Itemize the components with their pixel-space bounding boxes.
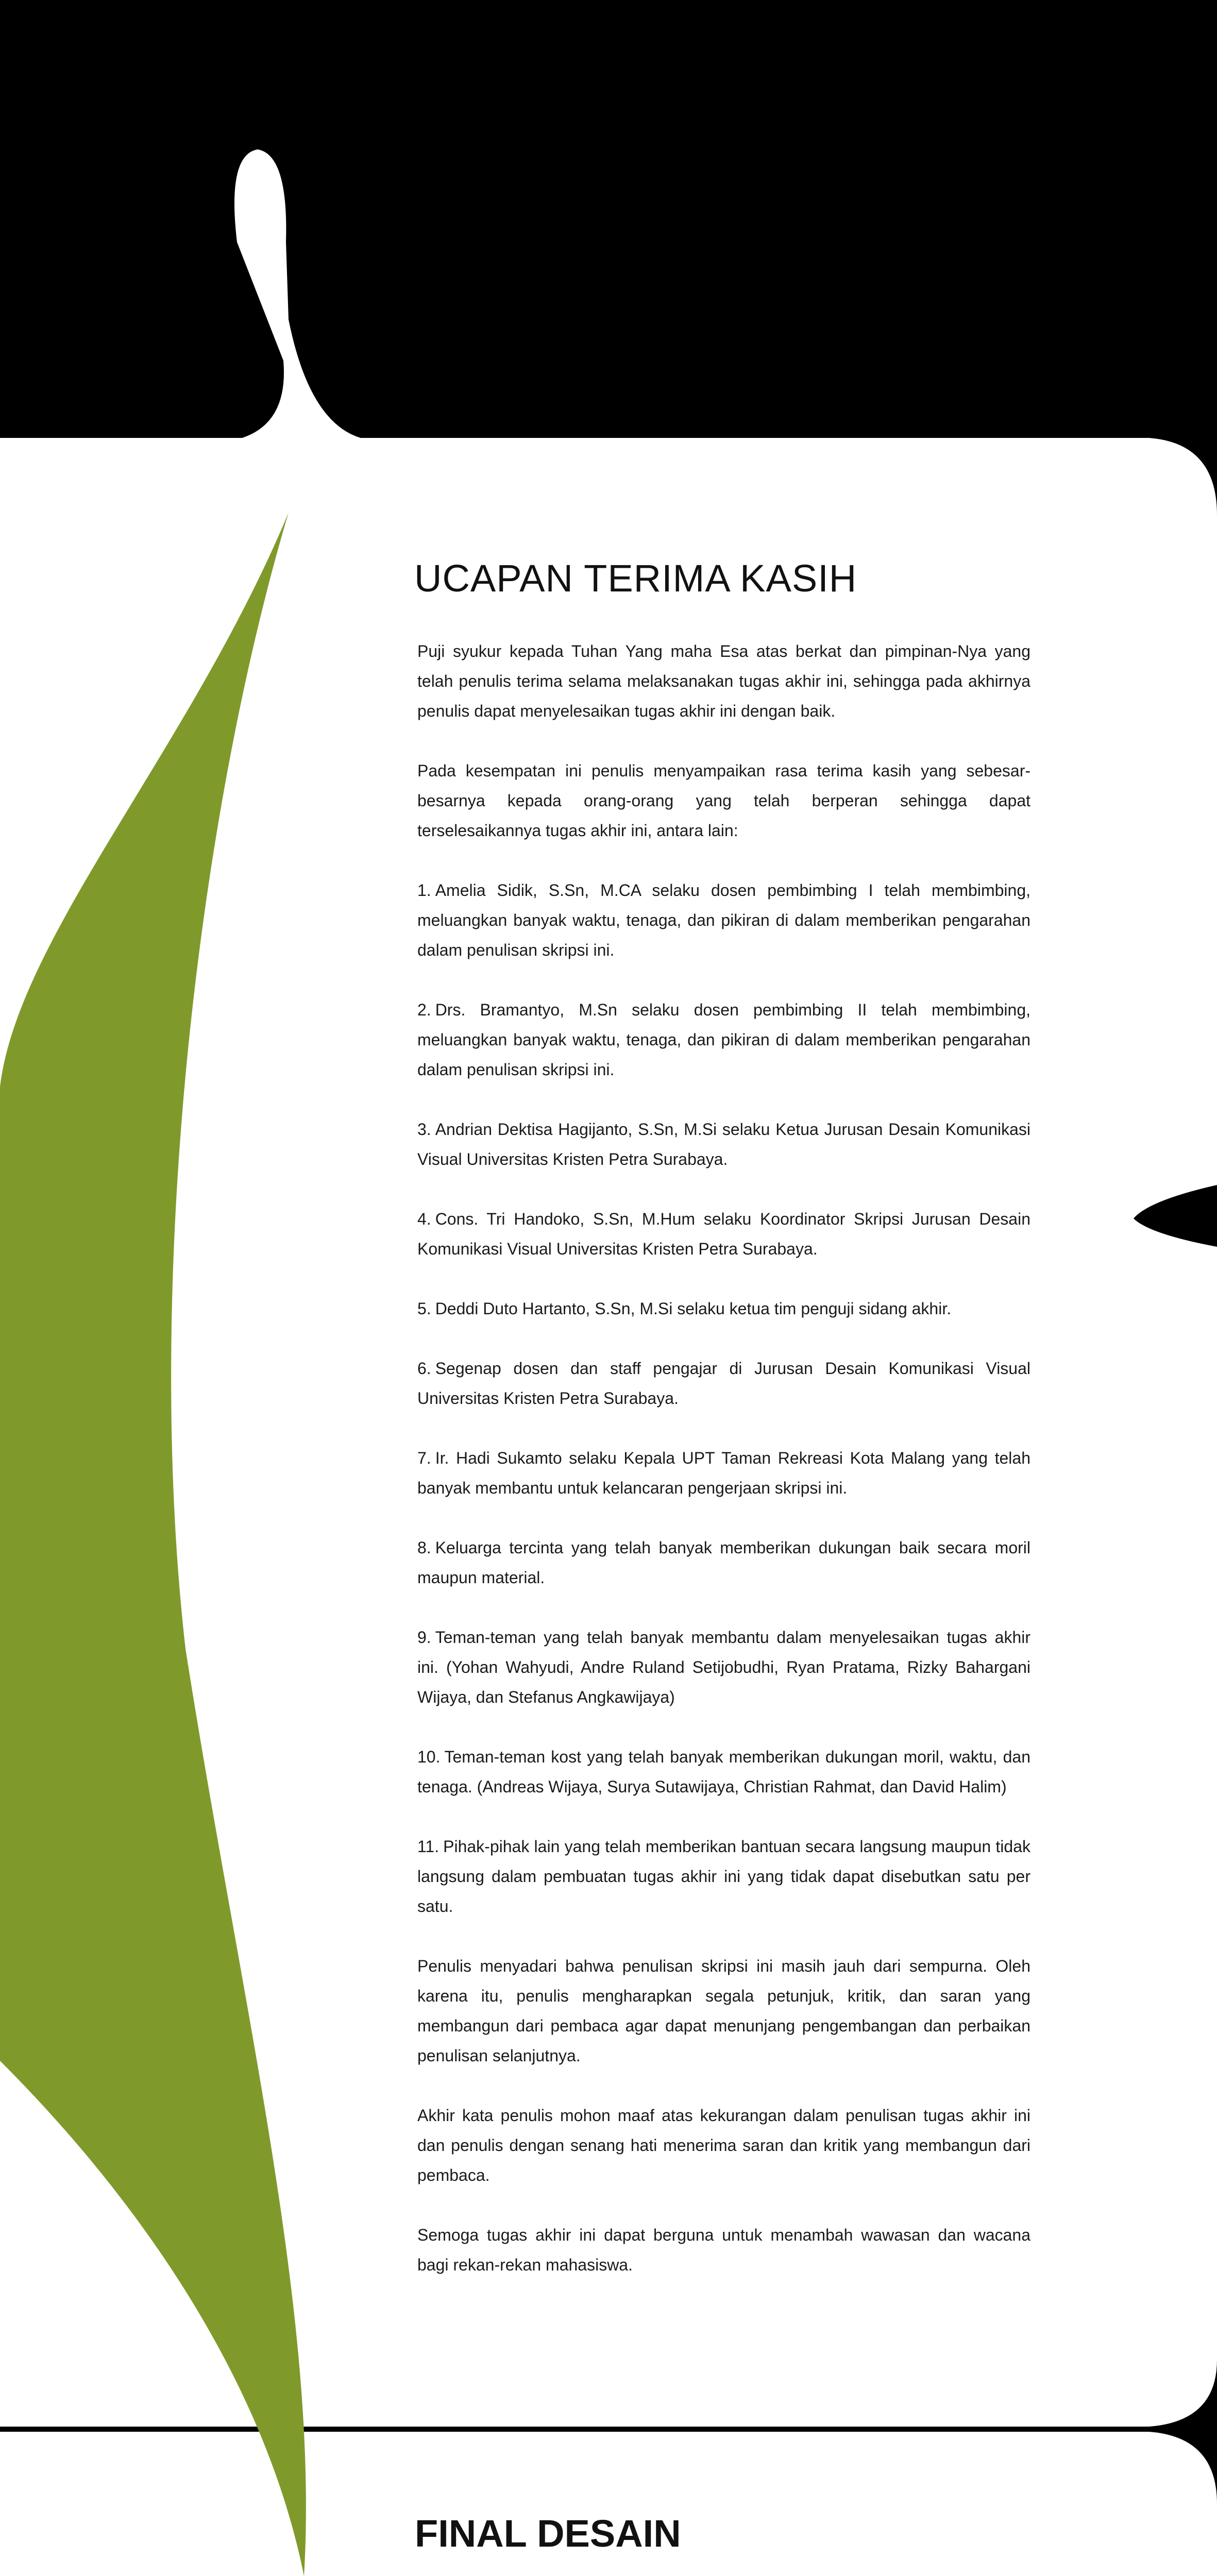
closing-paragraph-3: Semoga tugas akhir ini dapat berguna untuk menambah wawasan dan wacana bagi rekan-rekan mahasiswa.: [417, 2226, 1030, 2274]
acknowledgement-section: [414, 556, 1030, 2310]
list-item-number: 4.: [417, 1210, 431, 1228]
list-item-number: 11.: [417, 1837, 440, 1856]
list-item-text: Amelia Sidik, S.Sn, M.CA selaku dosen pembimbing I telah membimbing, meluangkan banyak waktu, tenaga, dan pikiran di dalam memberikan pengarahan dalam penulisan skripsi ini.: [417, 881, 1030, 959]
list-item: [417, 1204, 1030, 1264]
final-design-title: FINAL DESAIN: [415, 2512, 681, 2555]
opening-paragraph: Pada kesempatan ini penulis menyampaikan rasa terima kasih yang sebesar-besarnya kepada orang-orang yang telah berperan sehingga dapat terselesaikannya tugas akhir ini, antara lain:: [417, 761, 1030, 840]
list-item-text: Segenap dosen dan staff pengajar di Jurusan Desain Komunikasi Visual Universitas Kristen Petra Surabaya.: [417, 1359, 1030, 1408]
list-item-text: Andrian Dektisa Hagijanto, S.Sn, M.Si selaku Ketua Jurusan Desain Komunikasi Visual Universitas Kristen Petra Surabaya.: [417, 1120, 1030, 1168]
list-item-text: Deddi Duto Hartanto, S.Sn, M.Si selaku ketua tim penguji sidang akhir.: [435, 1299, 952, 1318]
list-item: [417, 1832, 1030, 1921]
list-item-number: 7.: [417, 1449, 431, 1467]
list-item: [417, 1742, 1030, 1802]
list-item: [417, 995, 1030, 1084]
list-item-number: 3.: [417, 1120, 431, 1139]
list-item-text: Drs. Bramantyo, M.Sn selaku dosen pembimbing II telah membimbing, meluangkan banyak waktu, tenaga, dan pikiran di dalam memberikan pengarahan dalam penulisan skripsi ini.: [417, 1001, 1030, 1079]
list-item-number: 6.: [417, 1359, 431, 1378]
list-item: [417, 875, 1030, 965]
list-item-text: Pihak-pihak lain yang telah memberikan bantuan secara langsung maupun tidak langsung dalam pembuatan tugas akhir ini yang tidak dapat disebutkan satu per satu.: [417, 1837, 1030, 1916]
section-title: UCAPAN TERIMA KASIH: [414, 557, 857, 600]
closing-paragraph-2: Akhir kata penulis mohon maaf atas kekurangan dalam penulisan tugas akhir ini dan penulis dengan senang hati menerima saran dan kritik yang membangun dari pembaca.: [417, 2106, 1030, 2184]
list-item-text: Ir. Hadi Sukamto selaku Kepala UPT Taman Rekreasi Kota Malang yang telah banyak membantu untuk kelancaran pengerjaan skripsi ini.: [417, 1449, 1030, 1497]
list-item-number: 9.: [417, 1628, 431, 1647]
list-item-text: Teman-teman kost yang telah banyak memberikan dukungan moril, waktu, dan tenaga. (Andreas Wijaya, Surya Sutawijaya, Christian Rahmat, dan David Halim): [417, 1748, 1030, 1796]
intro-paragraph: Puji syukur kepada Tuhan Yang maha Esa atas berkat dan pimpinan-Nya yang telah penulis terima selama melaksanakan tugas akhir ini, sehingga pada akhirnya penulis dapat menyelesaikan tugas akhir ini dengan baik.: [417, 642, 1030, 720]
list-item: [417, 1114, 1030, 1174]
list-item: [417, 1353, 1030, 1413]
list-item-number: 8.: [417, 1538, 431, 1557]
list-item-number: 1.: [417, 881, 431, 900]
list-item: [417, 1443, 1030, 1503]
list-item: [417, 1533, 1030, 1592]
list-item-number: 2.: [417, 1001, 431, 1019]
list-item-number: 5.: [417, 1299, 431, 1318]
closing-paragraph-1: Penulis menyadari bahwa penulisan skripsi ini masih jauh dari sempurna. Oleh karena itu, penulis mengharapkan segala petunjuk, kritik, dan saran yang membangun dari pembaca agar dapat menunjang pengembangan dan perbaikan penulisan selanjutnya.: [417, 1957, 1030, 2065]
list-item: [417, 1622, 1030, 1712]
list-item: [417, 1294, 1030, 1324]
list-item-number: 10.: [417, 1748, 441, 1766]
list-item-text: Teman-teman yang telah banyak membantu dalam menyelesaikan tugas akhir ini. (Yohan Wahyudi, Andre Ruland Setijobudhi, Ryan Pratama, Rizky Bahargani Wijaya, dan Stefanus Angkawijaya): [417, 1628, 1030, 1706]
list-item-text: Cons. Tri Handoko, S.Sn, M.Hum selaku Koordinator Skripsi Jurusan Desain Komunikasi Visual Universitas Kristen Petra Surabaya.: [417, 1210, 1030, 1258]
list-item-text: Keluarga tercinta yang telah banyak memberikan dukungan baik secara moril maupun material.: [417, 1538, 1030, 1587]
